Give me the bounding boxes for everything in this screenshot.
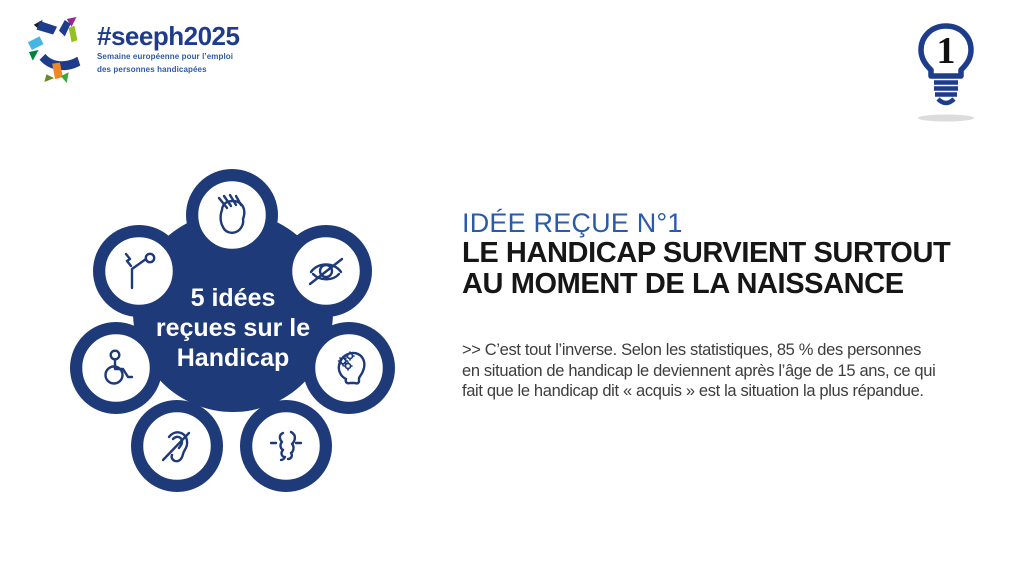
logo-text <box>97 23 239 86</box>
seeph-logo <box>26 14 239 86</box>
body-line1: >> C’est tout l’inverse. Selon les statistiques, 85 % des personnes <box>462 341 921 359</box>
body-line2: en situation de handicap le deviennent après l’âge de 15 ans, ce qui <box>462 361 936 380</box>
title-line1: LE HANDICAP SURVIENT SURTOUT <box>462 237 951 269</box>
center-label-line1: 5 idées <box>190 284 276 312</box>
five-misconceptions-diagram <box>43 140 423 520</box>
seeph-spiral-arrows-icon <box>26 14 90 86</box>
content-block <box>462 208 1007 402</box>
logo-hashtag: #seeph2025 <box>97 21 240 51</box>
logo-subtitle-line1: Semaine européenne pour l’emploi <box>97 52 234 61</box>
center-label-line2: reçues sur le <box>155 314 311 342</box>
logo-subtitle-line2: des personnes handicapées <box>97 64 207 74</box>
lightbulb-icon <box>908 18 984 124</box>
kicker-heading: IDÉE REÇUE N°1 <box>462 208 683 238</box>
center-label-line3: Handicap <box>176 344 290 372</box>
title-line2: AU MOMENT DE LA NAISSANCE <box>462 268 904 300</box>
body-text <box>462 340 1007 402</box>
body-line3: fait que le handicap dit « acquis » est la situation la plus répandue. <box>462 382 924 400</box>
badge-number: 1 <box>936 30 956 72</box>
